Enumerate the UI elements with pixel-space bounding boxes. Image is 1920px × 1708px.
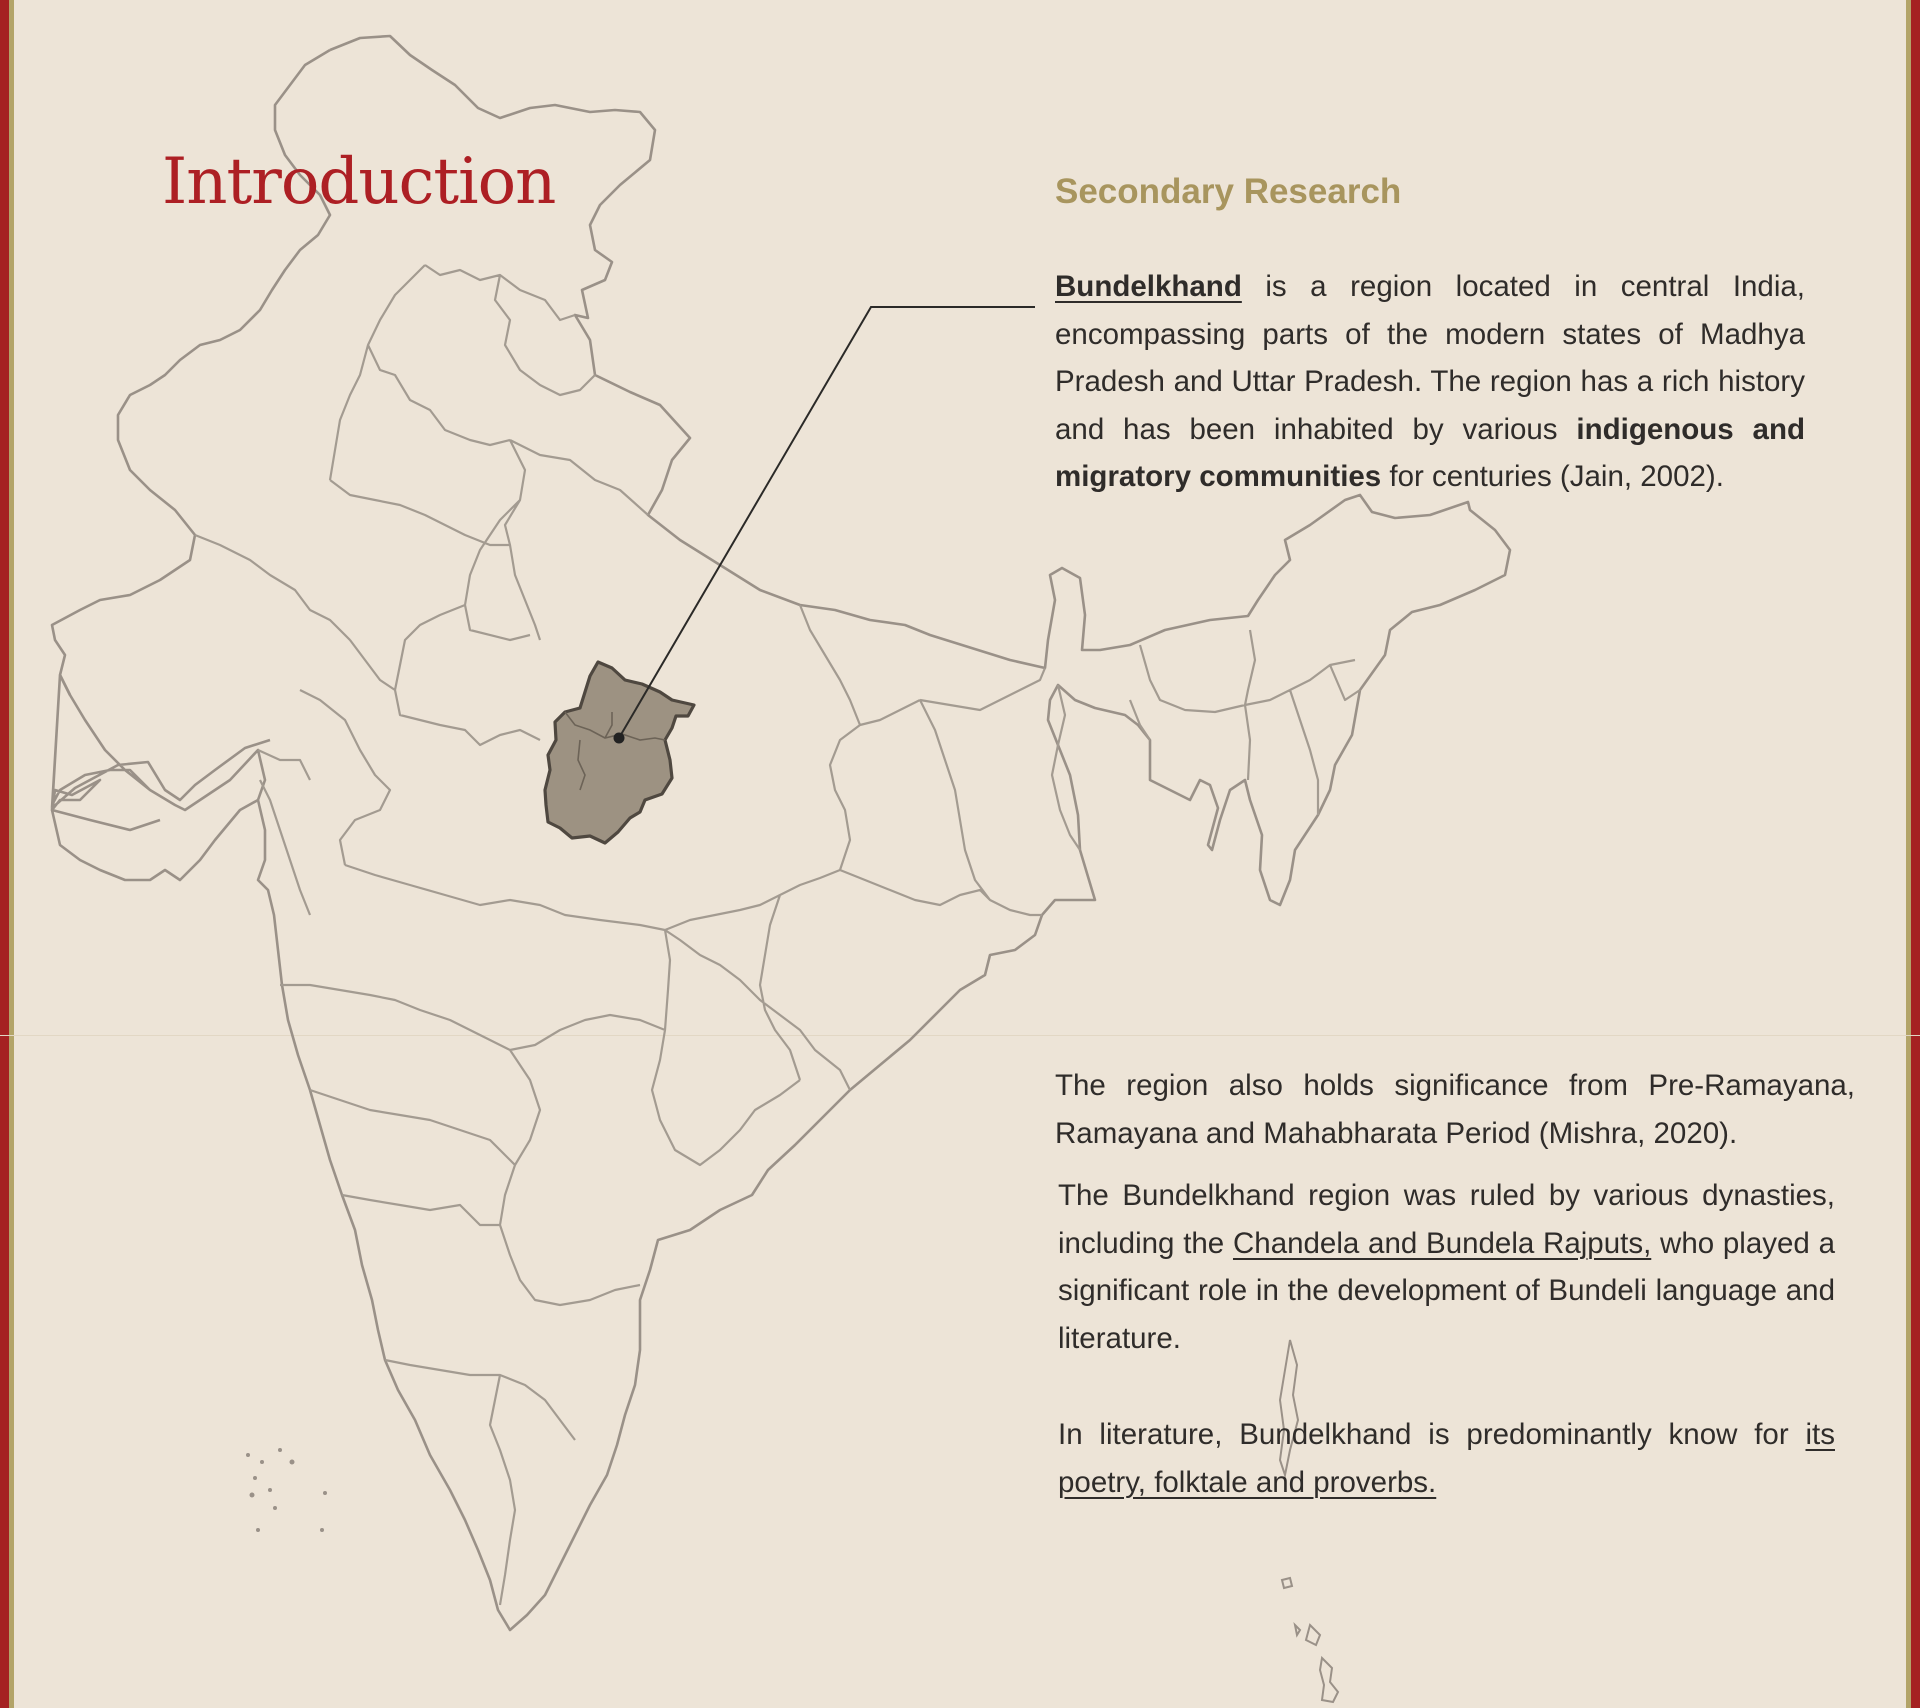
lakshadweep-islands <box>246 1448 327 1532</box>
poetry-link[interactable]: its poetry, folktale and proverbs. <box>1058 1418 1835 1499</box>
paragraph-text: In literature, Bundelkhand is predominantly know for <box>1058 1418 1806 1451</box>
section-heading: Secondary Research <box>1055 172 1402 211</box>
page-title: Introduction <box>162 145 556 219</box>
bundelkhand-marker <box>614 733 625 744</box>
bundelkhand-link[interactable]: Bundelkhand <box>1055 270 1242 303</box>
paragraph-text: The Bundelkhand region was ruled by various dynasties, including the <box>1058 1179 1835 1260</box>
kutch-coast <box>52 800 258 880</box>
paragraph-dynasties <box>1058 1172 1835 1362</box>
paragraph-text: for centuries (Jain, 2002). <box>1381 460 1724 493</box>
callout-leader-line <box>619 307 1035 738</box>
rajputs-link[interactable]: Chandela and Bundela Rajputs, <box>1232 1226 1652 1260</box>
paragraph-text: is a region located in central India, encompassing parts of the modern states of Madhya Pradesh and Uttar Pradesh. The region has a rich history and has been inhabited by various <box>1055 270 1805 446</box>
paragraph-text: who played a significant role in the development of Bundeli language and literature. <box>1058 1226 1835 1355</box>
communities-highlight: indigenous and migratory communities <box>1055 412 1805 493</box>
bundelkhand-region <box>545 662 694 843</box>
paragraph-literature <box>1058 1411 1835 1506</box>
paragraph-significance: The region also holds significance from Pre-Ramayana, Ramayana and Mahabharata Period (Mishra, 2020). <box>1055 1069 1855 1150</box>
andaman-islands <box>1280 1340 1338 1702</box>
paragraph-bundelkhand-intro <box>1055 263 1805 501</box>
